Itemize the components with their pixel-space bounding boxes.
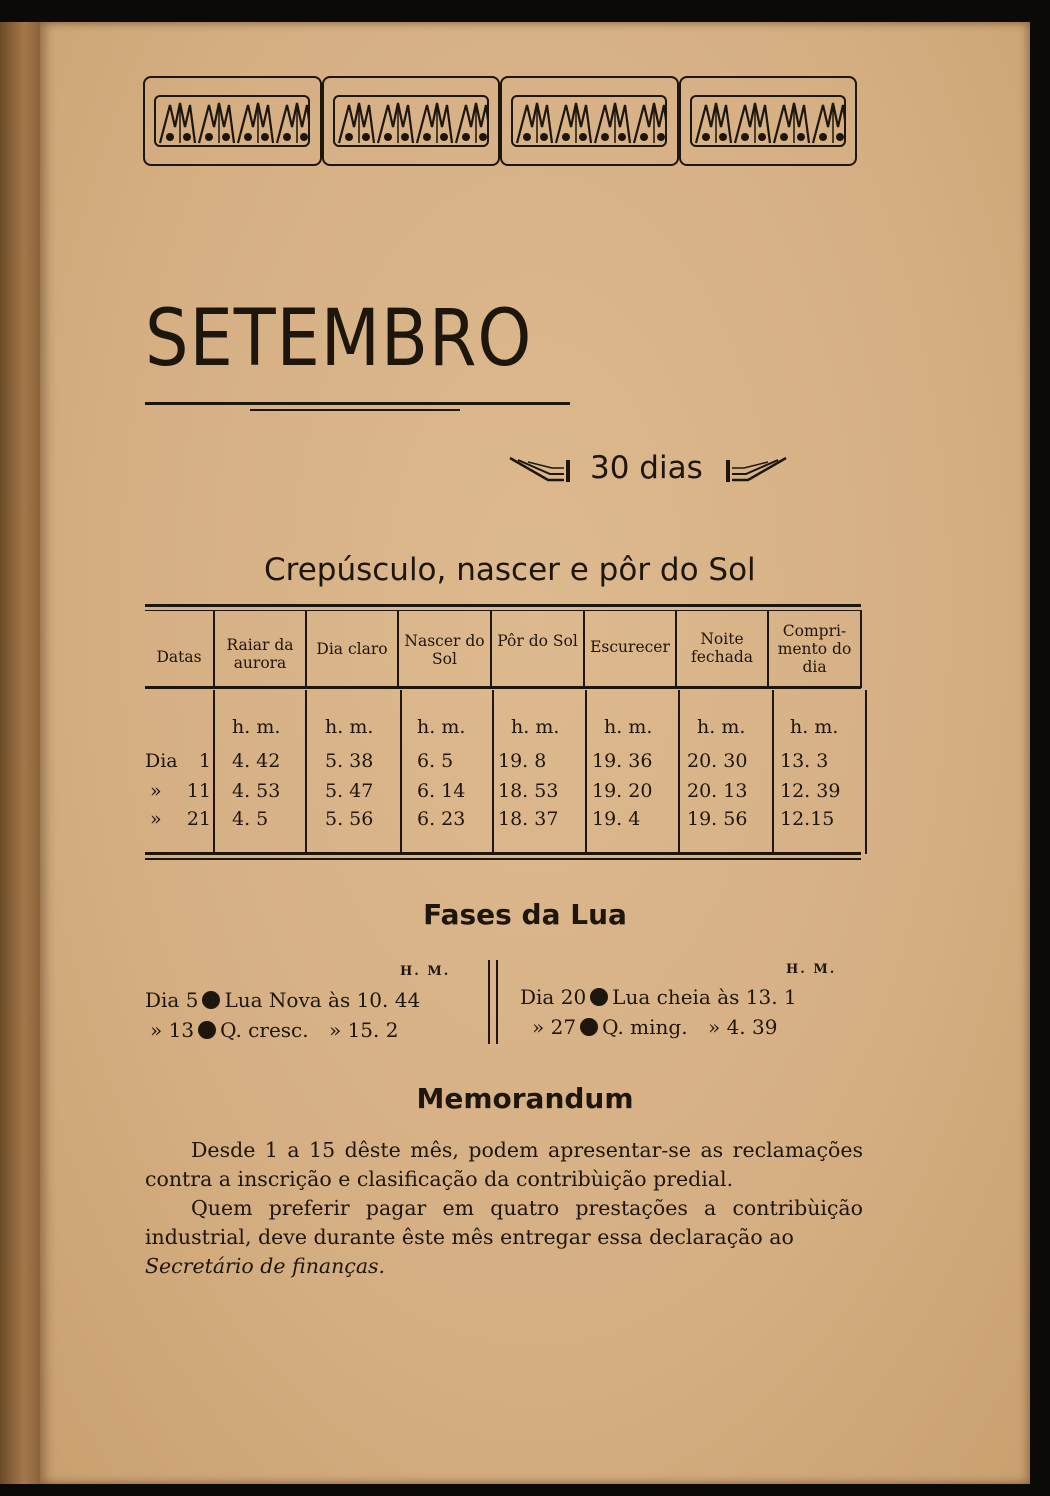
table-cell: 12.15 [780, 808, 835, 830]
moon-section-title: Fases da Lua [423, 898, 627, 931]
full-moon-icon [590, 988, 608, 1006]
unit-label: h. m. [697, 716, 746, 738]
phase-prefix: Dia [145, 988, 180, 1012]
phase-time: 4. 39 [726, 1015, 778, 1039]
table-cell: 6. 23 [417, 808, 466, 830]
table-cell: 4. 53 [232, 780, 281, 802]
table-cell: 19. 8 [498, 750, 547, 772]
moon-phase-row [145, 988, 420, 1012]
table-cell: 20. 30 [687, 750, 748, 772]
ornament-inner [511, 95, 667, 147]
unit-label: h. m. [604, 716, 653, 738]
phase-name: Q. ming. [602, 1015, 688, 1039]
row-day: 11 [186, 780, 211, 802]
table-cell: 19. 20 [592, 780, 653, 802]
phase-prefix: » [532, 1015, 545, 1039]
phase-day: 13 [168, 1018, 195, 1042]
table-cell: 19. 4 [592, 808, 641, 830]
row-label: » [150, 780, 162, 802]
first-quarter-icon [198, 1021, 216, 1039]
title-underline-short [250, 409, 460, 411]
memo-paragraph-2-text: Quem preferir pagar em quatro prestações a contribùição industrial, deve durante êste mês entregar essa declaração ao [145, 1196, 863, 1249]
phase-name: Lua cheia às [612, 985, 740, 1009]
phase-prefix: Dia [520, 985, 555, 1009]
phase-prefix: » [150, 1018, 163, 1042]
unit-label: h. m. [232, 716, 281, 738]
ornament-panel [679, 76, 858, 166]
phase-time: 15. 2 [347, 1018, 399, 1042]
phase-day: 5 [185, 988, 199, 1012]
header-nascer: Nascer do Sol [404, 632, 485, 668]
days-count: 30 dias [590, 450, 703, 486]
table-cell: 5. 56 [325, 808, 374, 830]
sun-section-title: Crepúsculo, nascer e pôr do Sol [264, 552, 756, 588]
table-cell: 4. 5 [232, 808, 269, 830]
phase-time: 13. 1 [745, 985, 797, 1009]
hm-label-right: H. M. [786, 962, 837, 977]
memo-text [145, 1136, 863, 1281]
table-cell: 19. 56 [687, 808, 748, 830]
memo-paragraph-2 [145, 1194, 863, 1281]
table-cell: 5. 47 [325, 780, 374, 802]
memo-title: Memorandum [416, 1082, 634, 1115]
table-cell: 6. 14 [417, 780, 466, 802]
table-cell: 19. 36 [592, 750, 653, 772]
moon-phase-row [520, 985, 797, 1009]
last-quarter-icon [580, 1018, 598, 1036]
header-raiar: Raiar da aurora [226, 636, 294, 672]
right-flourish-icon [722, 452, 788, 486]
unit-label: h. m. [417, 716, 466, 738]
ornament-inner [690, 95, 846, 147]
table-cell: 18. 53 [498, 780, 559, 802]
month-title: SETEMBRO [145, 294, 533, 384]
table-cell: 13. 3 [780, 750, 829, 772]
hm-label-left: H. M. [400, 964, 451, 979]
moon-divider-2 [496, 960, 498, 1044]
title-underline [145, 402, 570, 405]
moon-phase-row [532, 1015, 777, 1039]
header-comprimento: Compri- mento do dia [777, 622, 852, 676]
table-cell: 20. 13 [687, 780, 748, 802]
unit-label: h. m. [325, 716, 374, 738]
new-moon-icon [202, 991, 220, 1009]
memo-italic: Secretário de finanças. [145, 1254, 386, 1278]
phase-ditto: » [328, 1018, 342, 1042]
ornament-inner [333, 95, 489, 147]
header-datas: Datas [156, 648, 202, 666]
ornament-band [143, 76, 857, 166]
table-cell: 18. 37 [498, 808, 559, 830]
moon-divider [488, 960, 490, 1044]
ornament-panel [500, 76, 679, 166]
memo-paragraph-1: Desde 1 a 15 dêste mês, podem apresentar-se as reclamações contra a inscrição e clasificação da contribùição predial. [145, 1138, 863, 1191]
phase-ditto: » [707, 1015, 721, 1039]
header-por: Pôr do Sol [497, 632, 578, 650]
moon-phase-row [150, 1018, 398, 1042]
table-cell: 5. 38 [325, 750, 374, 772]
row-day: 1 [198, 750, 211, 772]
row-label: Dia [145, 750, 178, 772]
ornament-panel [322, 76, 501, 166]
unit-label: h. m. [790, 716, 839, 738]
row-day: 21 [186, 808, 211, 830]
ornament-panel [143, 76, 322, 166]
row-label: » [150, 808, 162, 830]
table-cell: 6. 5 [417, 750, 454, 772]
phase-name: Q. cresc. [220, 1018, 309, 1042]
ornament-inner [154, 95, 310, 147]
header-noite: Noite fechada [691, 630, 753, 666]
phase-day: 20 [560, 985, 587, 1009]
phase-time: 10. 44 [356, 988, 421, 1012]
left-flourish-icon [508, 452, 574, 486]
header-escurecer: Escurecer [590, 638, 670, 656]
phase-name: Lua Nova às [224, 988, 351, 1012]
phase-day: 27 [550, 1015, 577, 1039]
table-cell: 4. 42 [232, 750, 281, 772]
header-dia-claro: Dia claro [316, 640, 388, 658]
table-cell: 12. 39 [780, 780, 841, 802]
unit-label: h. m. [511, 716, 560, 738]
